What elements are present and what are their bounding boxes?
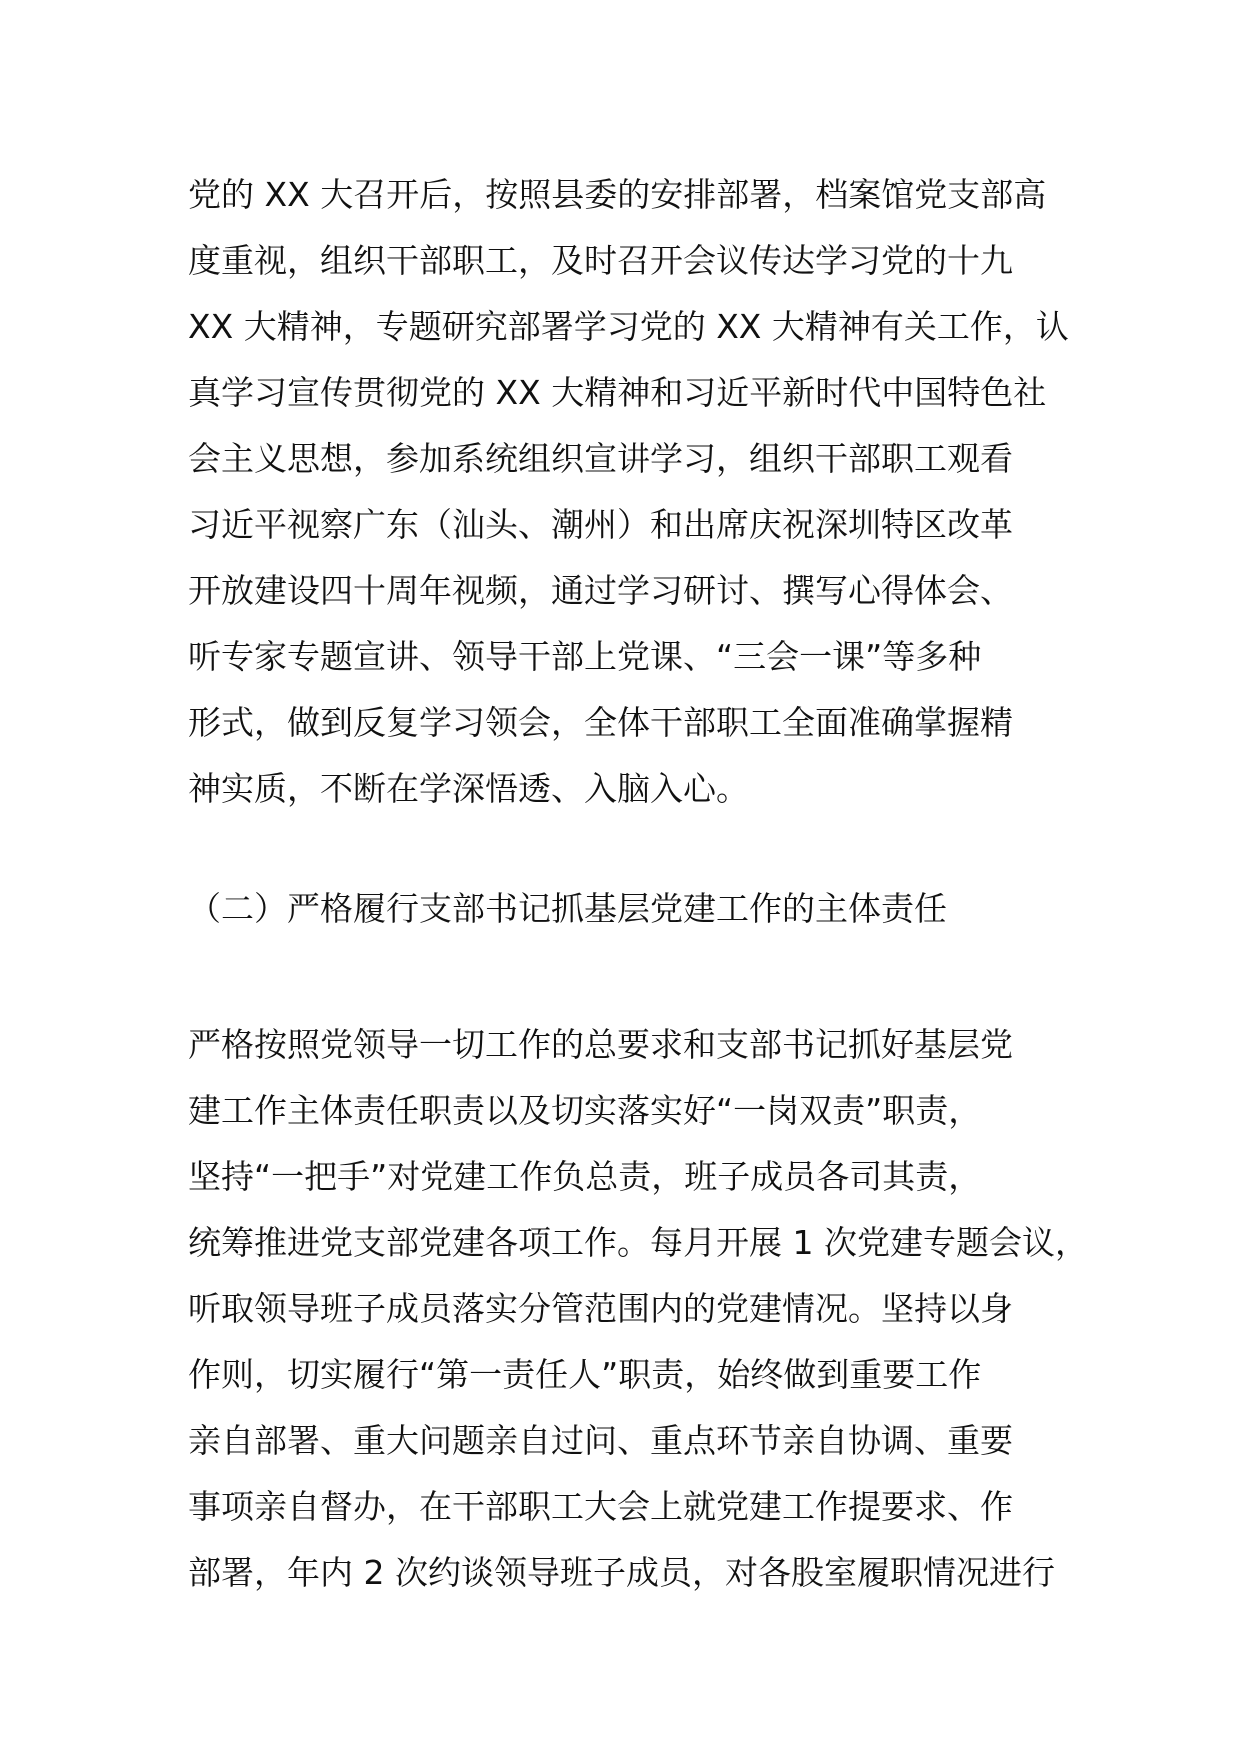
- text-line: 统筹推进党支部党建各项工作。每月开展 1 次党建专题会议，: [188, 1223, 1088, 1262]
- text-line: 坚持“一把手”对党建工作负总责，班子成员各司其责，: [188, 1157, 982, 1196]
- paragraph-study-spirit: [188, 162, 1088, 822]
- text-line: 神实质，不断在学深悟透、入脑入心。: [188, 769, 749, 808]
- section-heading-text: （二）严格履行支部书记抓基层党建工作的主体责任: [188, 889, 947, 928]
- text-line: 作则，切实履行“第一责任人”职责，始终做到重要工作: [188, 1355, 982, 1394]
- text-line: 严格按照党领导一切工作的总要求和支部书记抓好基层党: [188, 1025, 1013, 1064]
- text-line: 党的 XX 大召开后，按照县委的安排部署，档案馆党支部高: [188, 175, 1047, 214]
- text-line: 建工作主体责任职责以及切实落实好“一岗双责”职责，: [188, 1091, 982, 1130]
- text-line: 形式，做到反复学习领会，全体干部职工全面准确掌握精: [188, 703, 1013, 742]
- text-line: 真学习宣传贯彻党的 XX 大精神和习近平新时代中国特色社: [188, 373, 1047, 412]
- paragraph-secretary-responsibility: [188, 1012, 1088, 1606]
- text-line: 部署，年内 2 次约谈领导班子成员，对各股室履职情况进行: [188, 1553, 1055, 1592]
- text-line: 听专家专题宣讲、领导干部上党课、“三会一课”等多种: [188, 637, 982, 676]
- text-line: 度重视，组织干部职工，及时召开会议传达学习党的十九: [188, 241, 1013, 280]
- text-line: XX 大精神，专题研究部署学习党的 XX 大精神有关工作，认: [188, 307, 1069, 346]
- section-heading: [188, 876, 1088, 942]
- text-line: 开放建设四十周年视频，通过学习研讨、撰写心得体会、: [188, 571, 1013, 610]
- text-line: 听取领导班子成员落实分管范围内的党建情况。坚持以身: [188, 1289, 1013, 1328]
- text-line: 亲自部署、重大问题亲自过问、重点环节亲自协调、重要: [188, 1421, 1013, 1460]
- text-line: 习近平视察广东（汕头、潮州）和出席庆祝深圳特区改革: [188, 505, 1013, 544]
- text-line: 事项亲自督办，在干部职工大会上就党建工作提要求、作: [188, 1487, 1013, 1526]
- text-line: 会主义思想，参加系统组织宣讲学习，组织干部职工观看: [188, 439, 1013, 478]
